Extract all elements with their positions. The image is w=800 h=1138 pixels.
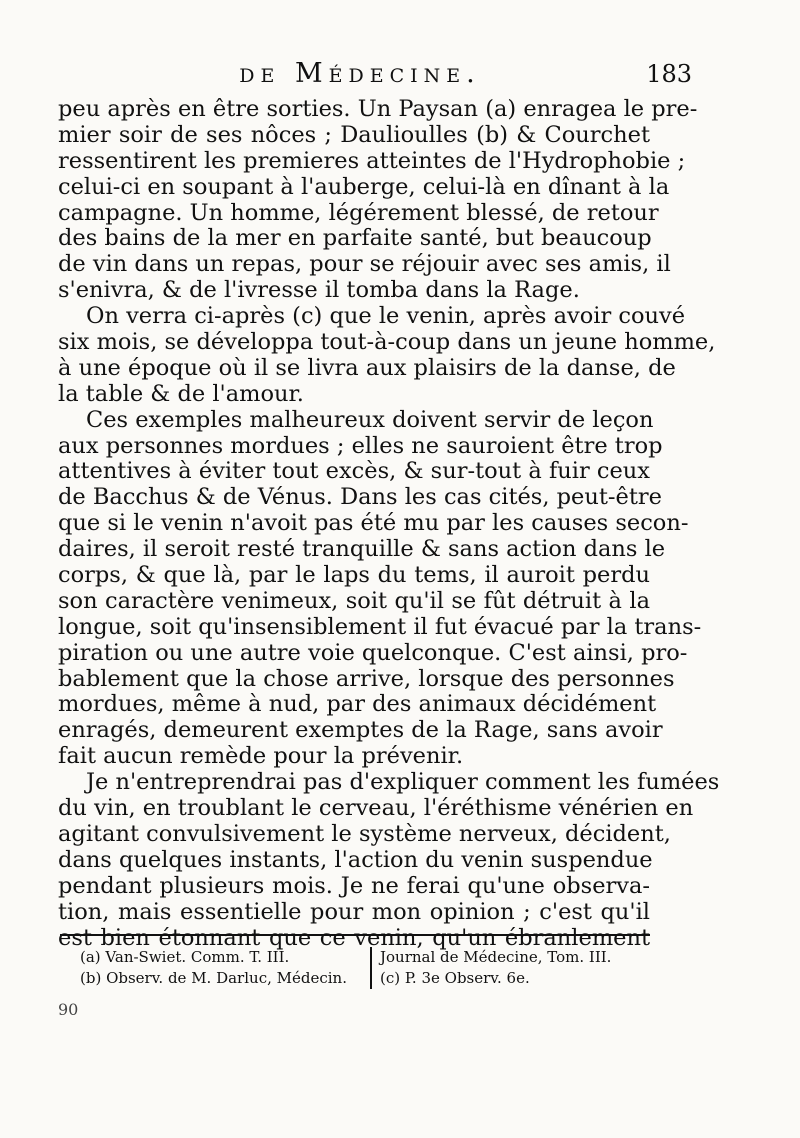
text-line: s'enivra, & de l'ivresse il tomba dans la Rage. <box>58 277 580 304</box>
text-line: du vin, en troublant le cerveau, l'éréthisme vénérien en <box>58 795 694 822</box>
text-line: de vin dans un repas, pour se réjouir avec ses amis, il <box>58 251 671 278</box>
text-line: que si le venin n'avoit pas été mu par les causes secon- <box>58 510 689 537</box>
footnote-b: (b) Observ. de M. Darluc, Médecin. <box>80 969 347 987</box>
text-line: longue, soit qu'insensiblement il fut évacué par la trans- <box>58 613 702 640</box>
footnote-a: (a) Van-Swiet. Comm. T. III. <box>80 948 290 966</box>
footnote-source: Journal de Médecine, Tom. III. <box>380 948 612 966</box>
text-line: attentives à éviter tout excès, & sur-tout à fuir ceux <box>58 458 650 485</box>
text-line: enragés, demeurent exemptes de la Rage, sans avoir <box>58 717 663 744</box>
text-line: des bains de la mer en parfaite santé, but beaucoup <box>58 225 652 252</box>
footnotes-left-column <box>80 947 360 989</box>
text-line: bablement que la chose arrive, lorsque des personnes <box>58 665 675 692</box>
text-line: daires, il seroit resté tranquille & sans action dans le <box>58 536 666 563</box>
text-line: pendant plusieurs mois. Je ne ferai qu'une observa- <box>58 872 650 899</box>
footnotes-right-column <box>370 947 670 989</box>
text-line: corps, & que là, par le laps du tems, il auroit perdu <box>58 562 650 589</box>
text-line: aux personnes mordues ; elles ne sauroient être trop <box>58 432 663 459</box>
text-line: six mois, se développa tout-à-coup dans un jeune homme, <box>58 329 716 356</box>
page-header <box>60 58 692 98</box>
text-line: son caractère venimeux, soit qu'il se fût détruit à la <box>58 587 650 614</box>
text-line: tion, mais essentielle pour mon opinion ; c'est qu'il <box>58 898 650 925</box>
running-title: de Médecine. <box>239 58 481 89</box>
text-line: est bien étonnant que ce venin, qu'un ébranlement <box>58 924 650 951</box>
text-line: campagne. Un homme, légérement blessé, de retour <box>58 199 659 226</box>
footnote-rule <box>60 934 650 936</box>
text-line: Je n'entreprendrai pas d'expliquer comment les fumées <box>86 769 720 796</box>
text-line: On verra ci-après (c) que le venin, après avoir couvé <box>86 303 686 330</box>
text-line: celui-ci en soupant à l'auberge, celui-là en dînant à la <box>58 173 670 200</box>
text-line: mier soir de ses nôces ; Daulioulles (b) & Courchet <box>58 121 650 148</box>
text-line: fait aucun remède pour la prévenir. <box>58 743 464 770</box>
text-line: mordues, même à nud, par des animaux décidément <box>58 691 657 718</box>
signature-mark: 90 <box>58 1000 79 1019</box>
text-line: à une époque où il se livra aux plaisirs de la danse, de <box>58 354 676 381</box>
body-text <box>58 96 720 951</box>
text-line: agitant convulsivement le système nerveux, décident, <box>58 820 671 847</box>
text-line: la table & de l'amour. <box>58 380 304 407</box>
text-line: Ces exemples malheureux doivent servir de leçon <box>86 406 654 433</box>
text-line: ressentirent les premieres atteintes de l'Hydrophobie ; <box>58 147 686 174</box>
text-line: de Bacchus & de Vénus. Dans les cas cités, peut-être <box>58 484 662 511</box>
text-line: piration ou une autre voie quelconque. C'est ainsi, pro- <box>58 639 688 666</box>
footnote-c: (c) P. 3e Observ. 6e. <box>380 969 530 987</box>
text-line: peu après en être sorties. Un Paysan (a) enragea le pre- <box>58 96 698 122</box>
text-line: dans quelques instants, l'action du venin suspendue <box>58 846 653 873</box>
page-number: 183 <box>646 60 692 88</box>
